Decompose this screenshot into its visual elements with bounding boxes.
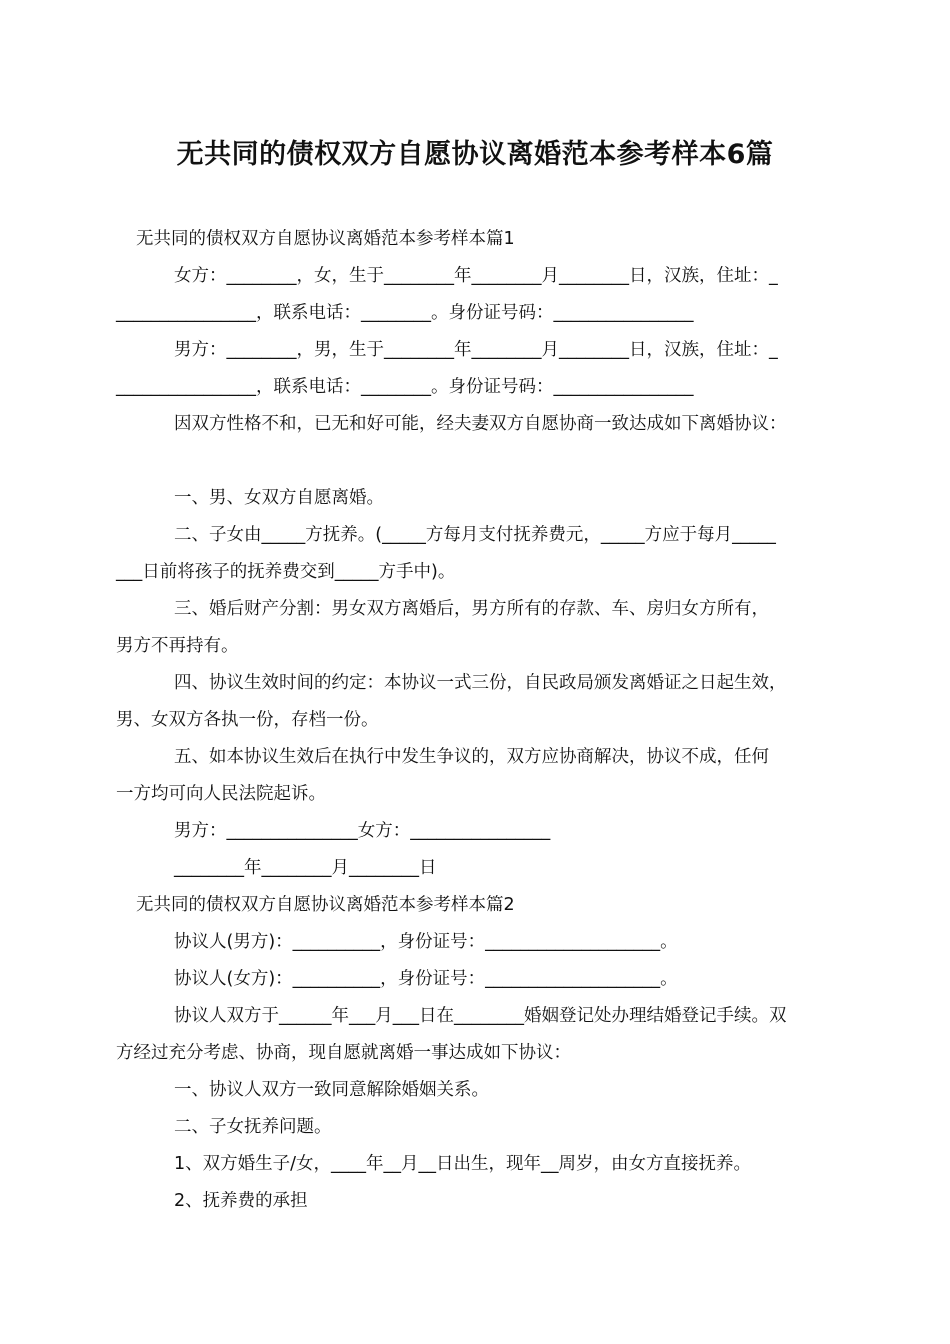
paragraph-line: 二、子女抚养问题。 bbox=[174, 1117, 332, 1137]
paragraph-line: ________________，联系电话：________。身份证号码：________________ bbox=[116, 377, 694, 397]
paragraph-line: 三、婚后财产分割：男女双方离婚后，男方所有的存款、车、房归女方所有， bbox=[174, 599, 769, 619]
paragraph-line: 一方均可向人民法院起诉。 bbox=[116, 784, 326, 804]
paragraph-line: 协议人(女方)：__________，身份证号：____________________。 bbox=[174, 969, 678, 989]
signature-line: 男方：_______________女方：________________ bbox=[174, 821, 551, 841]
paragraph-line: 男方不再持有。 bbox=[116, 636, 239, 656]
paragraph-line: 方经过充分考虑、协商，现自愿就离婚一事达成如下协议： bbox=[116, 1043, 571, 1063]
paragraph-line: 五、如本协议生效后在执行中发生争议的，双方应协商解决，协议不成，任何 bbox=[174, 747, 769, 767]
document-title: 无共同的债权双方自愿协议离婚范本参考样本6篇 bbox=[176, 139, 774, 170]
paragraph-line: 一、协议人双方一致同意解除婚姻关系。 bbox=[174, 1080, 489, 1100]
paragraph-line: 2、抚养费的承担 bbox=[174, 1191, 308, 1211]
paragraph-line: 一、男、女双方自愿离婚。 bbox=[174, 488, 384, 508]
paragraph-line: ___日前将孩子的抚养费交到_____方手中)。 bbox=[116, 562, 456, 582]
paragraph-line: 四、协议生效时间的约定：本协议一式三份，自民政局颁发离婚证之日起生效， bbox=[174, 673, 787, 693]
paragraph-line: 因双方性格不和，已无和好可能，经夫妻双方自愿协商一致达成如下离婚协议： bbox=[174, 414, 787, 434]
section-heading-1: 无共同的债权双方自愿协议离婚范本参考样本篇1 bbox=[136, 229, 515, 249]
paragraph-line: 协议人(男方)：__________，身份证号：____________________。 bbox=[174, 932, 678, 952]
paragraph-line: 男、女双方各执一份，存档一份。 bbox=[116, 710, 379, 730]
date-line: ________年________月________日 bbox=[174, 858, 437, 878]
paragraph-line: 女方：________，女，生于________年________月________日，汉族，住址：_ bbox=[174, 266, 778, 286]
paragraph-line: 1、双方婚生子/女，____年__月__日出生，现年__周岁，由女方直接抚养。 bbox=[174, 1154, 752, 1174]
paragraph-line: 协议人双方于______年___月___日在________婚姻登记处办理结婚登记手续。双 bbox=[174, 1006, 787, 1026]
paragraph-line: 男方：________，男，生于________年________月________日，汉族，住址：_ bbox=[174, 340, 778, 360]
paragraph-line: 二、子女由_____方抚养。(_____方每月支付抚养费元，_____方应于每月_____ bbox=[174, 525, 776, 545]
paragraph-line: ________________，联系电话：________。身份证号码：________________ bbox=[116, 303, 694, 323]
section-heading-2: 无共同的债权双方自愿协议离婚范本参考样本篇2 bbox=[136, 895, 515, 915]
